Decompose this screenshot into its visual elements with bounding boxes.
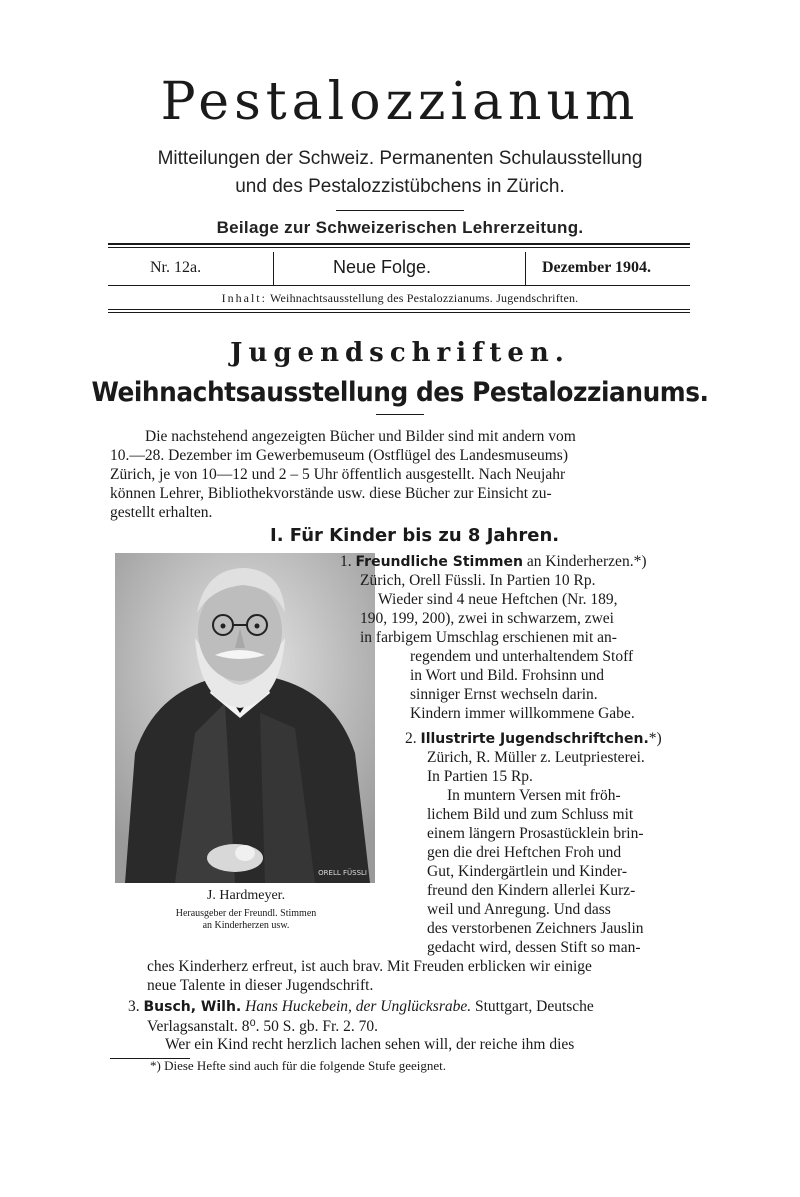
entry-line: *) [648,730,662,747]
portrait-image [115,553,375,883]
issue-date: Dezember 1904. [542,259,651,276]
entry-line: regendem und unterhaltendem Stoff [410,648,634,665]
entry-line: freund den Kindern allerlei Kurz- [427,882,636,899]
top-double-rule [108,243,690,245]
intro-line: 10.—28. Dezember im Gewerbemuseum (Ostflügel des Landesmuseums) [110,447,568,464]
portrait-caption-1: Herausgeber der Freundl. Stimmen [175,908,317,919]
photo-signature: ORELL FÜSSLI [318,869,367,877]
bottom-rule [108,309,690,310]
entry-title: Freundliche Stimmen [355,554,523,570]
issue-series: Neue Folge. [333,257,432,277]
mid-rule [108,285,690,286]
column-divider [273,252,274,285]
masthead-subtitle-1: Mitteilungen der Schweiz. Permanenten Schulausstellung [157,148,643,169]
portrait-photo [115,553,375,883]
masthead-title: Pestalozzianum [160,72,640,132]
intro-line: Zürich, je von 10—12 und 2 – 5 Uhr öffentlich ausgestellt. Nach Neujahr [110,466,566,483]
column-divider [525,252,526,285]
article-heading: Jugendschriften. [230,338,570,368]
entry-title: Hans Huckebein, der Unglücksrabe. [245,998,472,1015]
entry-line: in Wort und Bild. Frohsinn und [410,667,604,684]
entry-number: 3. [128,998,140,1015]
entry-line: In Partien 15 Rp. [427,768,533,785]
portrait-name: J. Hardmeyer. [206,888,286,903]
intro-line: Die nachstehend angezeigten Bücher und Bilder sind mit andern vom [145,428,576,445]
entry-line: Wer ein Kind recht herzlich lachen sehen will, der reiche ihm dies [165,1036,575,1053]
entry-line: neue Talente in dieser Jugendschrift. [147,977,374,994]
table-of-contents [0,291,800,306]
top-rule-thin [108,247,690,248]
article-subheading: Weihnachtsausstellung des Pestalozzianums. [91,377,709,408]
entry-line: Stuttgart, Deutsche [475,998,594,1015]
masthead-subtitle-2: und des Pestalozzistübchens in Zürich. [235,176,565,197]
entry-number: 1. [340,553,352,570]
entry-line: lichem Bild und zum Schluss mit [427,806,634,823]
intro-line: gestellt erhalten. [110,504,213,521]
entry-line: Gut, Kindergärtlein und Kinder- [427,863,627,880]
entry-line: weil und Anregung. Und dass [427,901,611,918]
entry-line: ches Kinderherz erfreut, ist auch brav. Mit Freuden erblicken wir einige [147,958,592,975]
divider [336,210,464,211]
entry-line: Zürich, R. Müller z. Leutpriesterei. [427,749,645,766]
entry-line: Kindern immer willkommene Gabe. [410,705,635,722]
list-item [128,998,594,1016]
entry-line: einem längern Prosastücklein brin- [427,825,644,842]
entry-number: 2. [405,730,417,747]
entry-line: Verlagsanstalt. 8⁰. 50 S. gb. Fr. 2. 70. [147,1018,378,1035]
contents-label: Inhalt: [221,291,267,305]
entry-line: gen die drei Heftchen Froh und [427,844,622,861]
entry-line: Wieder sind 4 neue Heftchen (Nr. 189, [378,591,618,608]
heading-divider [376,414,424,415]
entry-line: in farbigem Umschlag erschienen mit an- [360,629,617,646]
entry-line: des verstorbenen Zeichners Jauslin [427,920,644,937]
intro-line: können Lehrer, Bibliothekvorstände usw. diese Bücher zur Einsicht zu- [110,485,552,502]
entry-title: Illustrirte Jugendschriftchen. [420,731,649,747]
portrait-caption-2: an Kinderherzen usw. [202,920,290,931]
entry-line: sinniger Ernst wechseln darin. [410,686,598,703]
entry-line: an Kinderherzen.*) [526,553,647,570]
entry-line: In muntern Versen mit fröh- [447,787,621,804]
bottom-rule-2 [108,312,690,313]
section-heading: I. Für Kinder bis zu 8 Jahren. [270,525,560,546]
entry-line: Zürich, Orell Füssli. In Partien 10 Rp. [360,572,596,589]
entry-author: Busch, Wilh. [143,999,242,1015]
footnote: *) Diese Hefte sind auch für die folgende Stufe geeignet. [150,1058,447,1073]
list-item [340,553,646,571]
supplement-line: Beilage zur Schweizerischen Lehrerzeitung. [216,218,584,237]
contents-text: Weihnachtsausstellung des Pestalozzianums. Jugendschriften. [269,291,579,305]
entry-line: gedacht wird, dessen Stift so man- [427,939,641,956]
list-item [405,730,662,748]
issue-number: Nr. 12a. [150,259,202,276]
entry-line: 190, 199, 200), zwei in schwarzem, zwei [360,610,614,627]
